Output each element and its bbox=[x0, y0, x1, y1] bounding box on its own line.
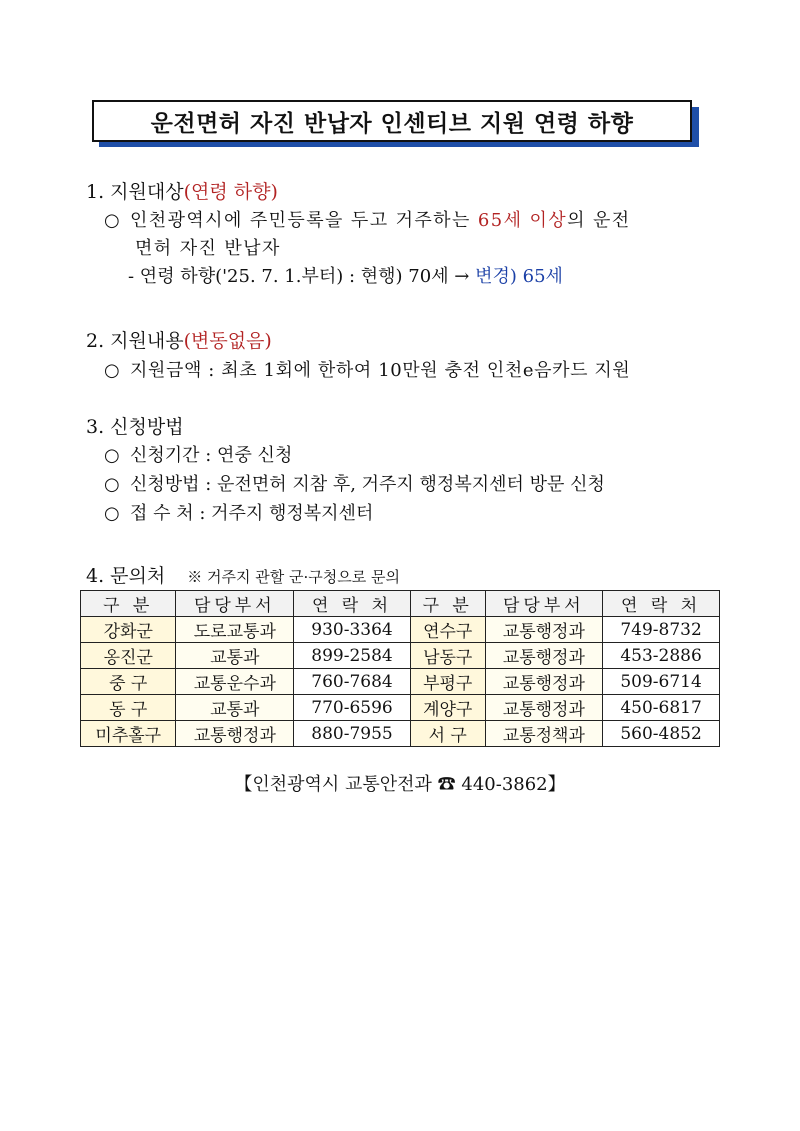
bullet-circle-icon: ○ bbox=[104, 474, 120, 495]
phone-cell: 450-6817 bbox=[603, 695, 720, 721]
table-header-row bbox=[81, 591, 720, 617]
section2-heading-note: (변동없음) bbox=[183, 330, 272, 352]
section2-heading-line bbox=[86, 326, 272, 353]
district-cell: 연수구 bbox=[410, 617, 485, 643]
section3-item bbox=[104, 441, 292, 467]
district-cell: 미추홀구 bbox=[81, 721, 176, 747]
section1-heading-note: (연령 하향) bbox=[183, 181, 278, 203]
section1-text-c: 의 운전 bbox=[567, 210, 631, 231]
phone-cell: 453-2886 bbox=[603, 643, 720, 669]
district-cell: 서 구 bbox=[410, 721, 485, 747]
section1-change-text: - 연령 하향('25. 7. 1.부터) : 현행) 70세 → bbox=[128, 266, 476, 287]
table-row bbox=[81, 669, 720, 695]
bullet-circle-icon: ○ bbox=[104, 360, 121, 381]
section1-heading: 1. 지원대상 bbox=[86, 181, 184, 203]
section1-line3 bbox=[128, 262, 563, 288]
section1-text-a: 인천광역시에 주민등록을 두고 거주하는 bbox=[130, 210, 478, 231]
bullet-circle-icon: ○ bbox=[104, 210, 122, 231]
section1-line2: 면허 자진 반납자 bbox=[135, 238, 281, 259]
department-cell: 교통행정과 bbox=[485, 669, 603, 695]
title-banner bbox=[92, 100, 692, 146]
section2-text: 지원금액 : 최초 1회에 한하여 10만원 충전 인천e음카드 지원 bbox=[130, 360, 631, 381]
district-cell: 중 구 bbox=[81, 669, 176, 695]
column-header: 연 락 처 bbox=[603, 591, 720, 617]
department-cell: 교통행정과 bbox=[485, 695, 603, 721]
phone-cell: 509-6714 bbox=[603, 669, 720, 695]
district-cell: 옹진군 bbox=[81, 643, 176, 669]
section3-heading: 3. 신청방법 bbox=[86, 416, 184, 438]
section2-heading: 2. 지원내용 bbox=[86, 330, 184, 352]
section3-item-text: 신청방법 : 운전면허 지참 후, 거주지 행정복지센터 방문 신청 bbox=[130, 474, 605, 495]
section3-item bbox=[104, 470, 605, 496]
page-title: 운전면허 자진 반납자 인센티브 지원 연령 하향 bbox=[92, 100, 692, 142]
section1-age-highlight: 65세 이상 bbox=[477, 210, 568, 231]
section4-note: ※ 거주지 관할 군·구청으로 문의 bbox=[187, 568, 401, 586]
section3-item-text: 접 수 처 : 거주지 행정복지센터 bbox=[130, 503, 374, 524]
column-header: 담당부서 bbox=[176, 591, 294, 617]
section4-heading: 4. 문의처 bbox=[86, 565, 166, 587]
bullet-circle-icon: ○ bbox=[104, 503, 120, 524]
bullet-circle-icon: ○ bbox=[104, 445, 120, 466]
section3-item bbox=[104, 499, 373, 525]
footer-contact: 【인천광역시 교통안전과 ☎ 440-3862】 bbox=[234, 774, 566, 795]
table-row bbox=[81, 695, 720, 721]
phone-cell: 880-7955 bbox=[294, 721, 411, 747]
table-row bbox=[81, 643, 720, 669]
phone-cell: 560-4852 bbox=[603, 721, 720, 747]
section1-line1 bbox=[104, 206, 631, 232]
department-cell: 교통행정과 bbox=[485, 643, 603, 669]
column-header: 구 분 bbox=[81, 591, 176, 617]
table-row bbox=[81, 617, 720, 643]
district-cell: 남동구 bbox=[410, 643, 485, 669]
column-header: 담당부서 bbox=[485, 591, 603, 617]
department-cell: 교통정책과 bbox=[485, 721, 603, 747]
column-header: 연 락 처 bbox=[294, 591, 411, 617]
section4-heading-line bbox=[86, 561, 400, 588]
district-cell: 부평구 bbox=[410, 669, 485, 695]
phone-cell: 899-2584 bbox=[294, 643, 411, 669]
department-cell: 도로교통과 bbox=[176, 617, 294, 643]
department-cell: 교통운수과 bbox=[176, 669, 294, 695]
department-cell: 교통과 bbox=[176, 695, 294, 721]
phone-cell: 749-8732 bbox=[603, 617, 720, 643]
contact-table bbox=[80, 590, 720, 747]
phone-cell: 930-3364 bbox=[294, 617, 411, 643]
section1-heading-line bbox=[86, 177, 278, 204]
department-cell: 교통행정과 bbox=[485, 617, 603, 643]
table-row bbox=[81, 721, 720, 747]
phone-cell: 760-7684 bbox=[294, 669, 411, 695]
column-header: 구 분 bbox=[410, 591, 485, 617]
district-cell: 계양구 bbox=[410, 695, 485, 721]
section1-change-value: 변경) 65세 bbox=[475, 266, 563, 287]
section3-item-text: 신청기간 : 연중 신청 bbox=[130, 445, 293, 466]
section2-line1 bbox=[104, 356, 630, 382]
phone-cell: 770-6596 bbox=[294, 695, 411, 721]
district-cell: 강화군 bbox=[81, 617, 176, 643]
department-cell: 교통과 bbox=[176, 643, 294, 669]
department-cell: 교통행정과 bbox=[176, 721, 294, 747]
district-cell: 동 구 bbox=[81, 695, 176, 721]
